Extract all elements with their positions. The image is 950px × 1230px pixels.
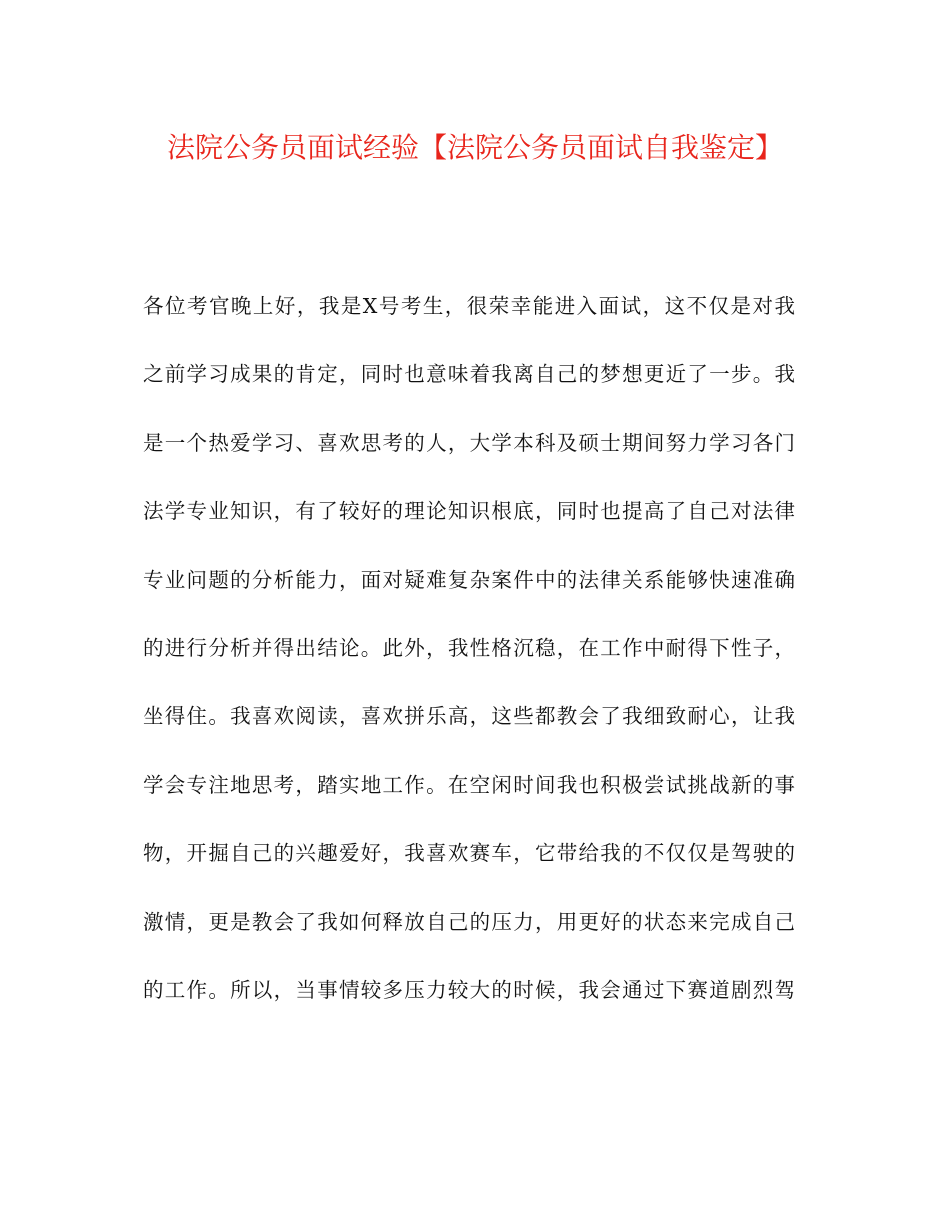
body-line: 法学专业知识，有了较好的理论知识根底，同时也提高了自己对法律 [143, 499, 795, 524]
body-line: 物，开掘自己的兴趣爱好，我喜欢赛车，它带给我的不仅仅是驾驶的 [143, 841, 795, 866]
document-title: 法院公务员面试经验【法院公务员面试自我鉴定】 [166, 131, 783, 164]
body-line: 坐得住。我喜欢阅读，喜欢拼乐高，这些都教会了我细致耐心，让我 [143, 704, 795, 729]
body-line: 的工作。所以，当事情较多压力较大的时候，我会通过下赛道剧烈驾 [143, 977, 795, 1002]
body-line: 的进行分析并得出结论。此外，我性格沉稳，在工作中耐得下性子， [143, 635, 795, 660]
body-line: 激情，更是教会了我如何释放自己的压力，用更好的状态来完成自己 [143, 909, 795, 934]
body-line: 之前学习成果的肯定，同时也意味着我离自己的梦想更近了一步。我 [143, 362, 795, 387]
body-line: 专业问题的分析能力，面对疑难复杂案件中的法律关系能够快速准确 [143, 567, 795, 592]
document-body [143, 284, 813, 1036]
body-line: 各位考官晚上好，我是X号考生，很荣幸能进入面试，这不仅是对我 [143, 294, 795, 318]
body-line: 是一个热爱学习、喜欢思考的人，大学本科及硕士期间努力学习各门 [143, 430, 795, 455]
body-line: 学会专注地思考，踏实地工作。在空闲时间我也积极尝试挑战新的事 [143, 772, 795, 797]
